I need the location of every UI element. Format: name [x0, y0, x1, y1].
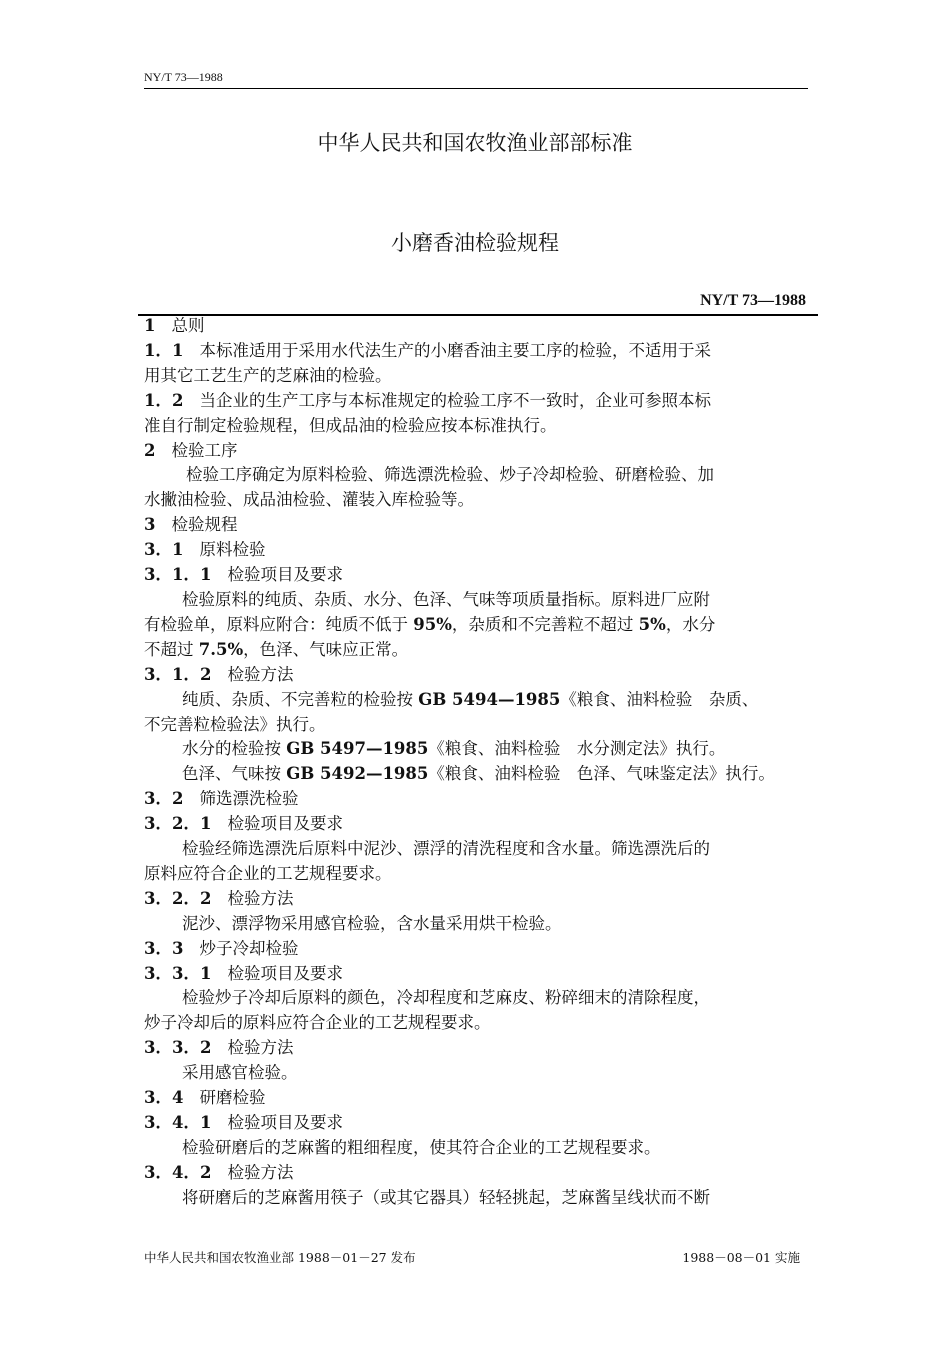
section-number: 3．1: [144, 540, 184, 560]
footer-issue-date: 中华人民共和国农牧渔业部 1988－01－27 发布: [144, 1250, 416, 1265]
heading-3: [144, 513, 812, 538]
paragraph-3-1-2-c: [144, 762, 812, 787]
paragraph-3-1-2-a-cont: [144, 713, 812, 738]
paragraph-2: [144, 463, 812, 488]
paragraph-text: 采用感官检验。: [182, 1063, 298, 1083]
paragraph-3-4-2: [144, 1186, 812, 1211]
section-number: 1．1: [144, 340, 184, 360]
section-number: 3．2．1: [144, 814, 212, 834]
section-number: 1．2: [144, 390, 184, 410]
section-number: 1: [144, 316, 156, 335]
section-label: 研磨检验: [199, 1088, 266, 1108]
heading-1: [144, 314, 812, 339]
section-label: 检验方法: [227, 1162, 294, 1182]
paragraph-text: 不完善粒检验法》执行。: [144, 714, 326, 734]
paragraph-2-cont: [144, 488, 812, 513]
paragraph-3-3-1: [144, 986, 812, 1011]
document-body: [144, 314, 812, 1211]
heading-3-4: [144, 1086, 812, 1111]
heading-3-4-1: [144, 1111, 812, 1136]
heading-3-1-1: [144, 563, 812, 588]
paragraph-3-1-1: [144, 588, 812, 613]
heading-3-4-2: [144, 1161, 812, 1186]
paragraph-3-4-1: [144, 1136, 812, 1161]
paragraph-text: 检验炒子冷却后原料的颜色，冷却程度和芝麻皮、粉碎细末的清除程度，: [182, 988, 710, 1008]
heading-3-2-1: [144, 812, 812, 837]
heading-3-3-1: [144, 962, 812, 987]
section-number: 3．1．2: [144, 664, 212, 684]
section-label: 筛选漂洗检验: [199, 789, 299, 809]
running-header-code: NY/T 73—1988: [144, 70, 223, 84]
paragraph-3-1-2-a: [144, 688, 812, 713]
heading-3-2: [144, 787, 812, 812]
paragraph-text: ，水分: [665, 614, 716, 634]
clause-text: 当企业的生产工序与本标准规定的检验工序不一致时，企业可参照本标: [199, 390, 711, 410]
section-number: 3．4．2: [144, 1162, 212, 1182]
heading-2: [144, 439, 812, 464]
paragraph-text: 水撇油检验、成品油检验、灌装入库检验等。: [144, 490, 474, 510]
section-label: 原料检验: [199, 540, 266, 560]
purity-value: 95%: [413, 614, 452, 634]
paragraph-text: 色泽、气味按: [182, 764, 287, 784]
paragraph-text: 《粮食、油料检验 色泽、气味鉴定法》执行。: [428, 764, 775, 784]
heading-3-3: [144, 937, 812, 962]
section-label: 检验项目及要求: [227, 814, 343, 834]
paragraph-text: ，色泽、气味应正常。: [243, 639, 409, 659]
section-number: 2: [144, 440, 156, 460]
clause-1-2: [144, 389, 812, 439]
paragraph-text: 《粮食、油料检验 杂质、: [560, 689, 759, 709]
clause-text-cont: 用其它工艺生产的芝麻油的检验。: [144, 365, 392, 385]
section-label: 检验项目及要求: [227, 963, 343, 983]
paragraph-text: 《粮食、油料检验 水分测定法》执行。: [428, 739, 726, 759]
section-number: 3．2．2: [144, 888, 212, 908]
document-title: 小磨香油检验规程: [391, 231, 559, 255]
clause-1-1: [144, 339, 812, 389]
paragraph-text: ，杂质和不完善粒不超过: [451, 614, 639, 634]
heading-3-2-2: [144, 887, 812, 912]
paragraph-3-2-1-cont: [144, 862, 812, 887]
section-label: 炒子冷却检验: [199, 938, 299, 958]
standard-ref: GB 5497—1985: [286, 739, 429, 759]
section-number: 3: [144, 515, 156, 535]
section-number: 3．1．1: [144, 565, 212, 585]
paragraph-text: 检验工序确定为原料检验、筛选漂洗检验、炒子冷却检验、研磨检验、加: [186, 465, 714, 485]
clause-text-cont: 准自行制定检验规程，但成品油的检验应按本标准执行。: [144, 415, 557, 435]
paragraph-text: 不超过: [144, 639, 199, 659]
heading-3-1: [144, 538, 812, 563]
section-label: 总则: [171, 316, 205, 335]
heading-3-1-2: [144, 663, 812, 688]
paragraph-3-1-1-line3: [144, 638, 812, 663]
heading-3-3-2: [144, 1036, 812, 1061]
paragraph-3-3-2: [144, 1061, 812, 1086]
paragraph-text: 原料应符合企业的工艺规程要求。: [144, 863, 392, 883]
header-rule: [144, 88, 808, 89]
standard-ref: GB 5492—1985: [286, 764, 429, 784]
section-label: 检验方法: [227, 1038, 294, 1058]
standard-ref: GB 5494—1985: [418, 689, 561, 709]
standard-code: NY/T 73—1988: [700, 292, 806, 309]
agency-title: 中华人民共和国农牧渔业部部标准: [317, 131, 633, 155]
section-label: 检验方法: [227, 888, 294, 908]
paragraph-text: 检验经筛选漂洗后原料中泥沙、漂浮的清洗程度和含水量。筛选漂洗后的: [182, 839, 710, 859]
section-number: 3．3．1: [144, 963, 212, 983]
paragraph-text: 炒子冷却后的原料应符合企业的工艺规程要求。: [144, 1013, 491, 1033]
paragraph-3-2-2: [144, 912, 812, 937]
section-label: 检验规程: [171, 515, 238, 535]
impurity-value: 5%: [638, 614, 666, 634]
footer-effective-date: 1988－08－01 实施: [682, 1250, 800, 1265]
paragraph-text: 泥沙、漂浮物采用感官检验，含水量采用烘干检验。: [182, 913, 562, 933]
paragraph-3-3-1-cont: [144, 1011, 812, 1036]
paragraph-text: 检验原料的纯质、杂质、水分、色泽、气味等项质量指标。原料进厂应附: [182, 589, 710, 609]
section-number: 3．3．2: [144, 1038, 212, 1058]
section-label: 检验工序: [171, 440, 238, 460]
clause-text: 本标准适用于采用水代法生产的小磨香油主要工序的检验，不适用于采: [199, 340, 711, 360]
paragraph-text: 纯质、杂质、不完善粒的检验按: [182, 689, 419, 709]
paragraph-text: 水分的检验按: [182, 739, 287, 759]
paragraph-3-1-1-line2: [144, 613, 812, 638]
section-number: 3．4: [144, 1088, 184, 1108]
section-label: 检验项目及要求: [227, 1113, 343, 1132]
section-number: 3．3: [144, 938, 184, 958]
paragraph-text: 检验研磨后的芝麻酱的粗细程度，使其符合企业的工艺规程要求。: [182, 1137, 661, 1157]
paragraph-3-1-2-b: [144, 737, 812, 762]
section-number: 3．2: [144, 789, 184, 809]
section-label: 检验项目及要求: [227, 565, 343, 585]
paragraph-3-2-1: [144, 837, 812, 862]
paragraph-text: 将研磨后的芝麻酱用筷子（或其它器具）轻轻挑起，芝麻酱呈线状而不断: [182, 1187, 710, 1207]
section-label: 检验方法: [227, 664, 294, 684]
section-number: 3．4．1: [144, 1113, 212, 1132]
paragraph-text: 有检验单，原料应附合：纯质不低于: [144, 614, 414, 634]
moisture-value: 7.5%: [198, 639, 244, 659]
